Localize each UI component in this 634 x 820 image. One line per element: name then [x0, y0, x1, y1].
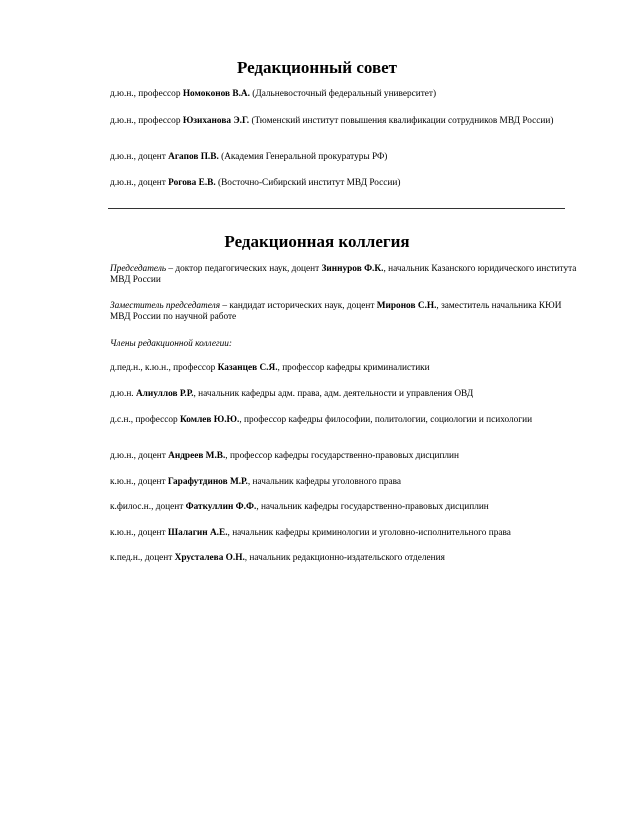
role-label: Председатель — [110, 264, 167, 274]
member-name: Миронов С.Н. — [376, 301, 437, 311]
member-name: Агапов П.В. — [168, 152, 219, 162]
member-name: Номоконов В.А. — [182, 89, 250, 99]
section-divider — [108, 208, 565, 209]
member-name: Рогова Е.В. — [168, 178, 216, 188]
member-name: Зиннуров Ф.К. — [321, 264, 384, 274]
member-name: Комлев Ю.Ю. — [179, 415, 240, 425]
council-member: д.ю.н., доцент Агапов П.В. (Академия Генеральной прокуратуры РФ) — [110, 152, 388, 162]
board-member: к.ю.н., доцент Гарафутдинов М.Р., начальник кафедры уголовного права — [110, 477, 402, 487]
board-member: д.ю.н. Алиуллов Р.Р., начальник кафедры адм. права, адм. деятельности и управления ОВД — [110, 389, 474, 399]
board-member: д.с.н., профессор Комлев Ю.Ю., профессор кафедры философии, политологии, социологии и психологии — [110, 415, 533, 425]
member-name: Андреев М.В. — [168, 451, 226, 461]
board-members-label: Члены редакционной коллегии: — [110, 339, 232, 349]
member-name: Фаткуллин Ф.Ф. — [185, 502, 257, 512]
board-deputy-chair: Заместитель председателя – кандидат исторических наук, доцент Миронов С.Н., заместитель начальника КЮИ МВД России по научной работе — [110, 301, 562, 322]
council-member: д.ю.н., профессор Юзиханова Э.Г. (Тюменский институт повышения квалификации сотрудников МВД России) — [110, 116, 554, 126]
member-name: Казанцев С.Я. — [217, 363, 278, 373]
board-member: к.филос.н., доцент Фаткуллин Ф.Ф., начальник кафедры государственно-правовых дисциплин — [110, 502, 489, 512]
member-name: Алиуллов Р.Р. — [135, 389, 194, 399]
board-member: к.пед.н., доцент Хрусталева О.Н., начальник редакционно-издательского отделения — [110, 553, 445, 563]
role-label: Заместитель председателя — [110, 301, 221, 311]
board-member: д.ю.н., доцент Андреев М.В., профессор кафедры государственно-правовых дисциплин — [110, 451, 460, 461]
member-name: Гарафутдинов М.Р. — [167, 477, 248, 487]
council-member: д.ю.н., доцент Рогова Е.В. (Восточно-Сибирский институт МВД России) — [110, 178, 401, 188]
member-name: Шалагин А.Е. — [167, 528, 228, 538]
board-member: к.ю.н., доцент Шалагин А.Е., начальник кафедры криминологии и уголовно-исполнительного права — [110, 528, 511, 538]
board-member: д.пед.н., к.ю.н., профессор Казанцев С.Я., профессор кафедры криминалистики — [110, 363, 430, 373]
member-name: Хрусталева О.Н. — [174, 553, 245, 563]
council-member: д.ю.н., профессор Номоконов В.А. (Дальневосточный федеральный университет) — [110, 89, 437, 99]
editorial-council-title: Редакционный совет — [236, 58, 398, 77]
member-name: Юзиханова Э.Г. — [182, 116, 250, 126]
editorial-board-title: Редакционная коллегия — [224, 232, 410, 251]
board-chair: Председатель – доктор педагогических наук, доцент Зиннуров Ф.К., начальник Казанского юридического института МВД России — [110, 264, 577, 285]
